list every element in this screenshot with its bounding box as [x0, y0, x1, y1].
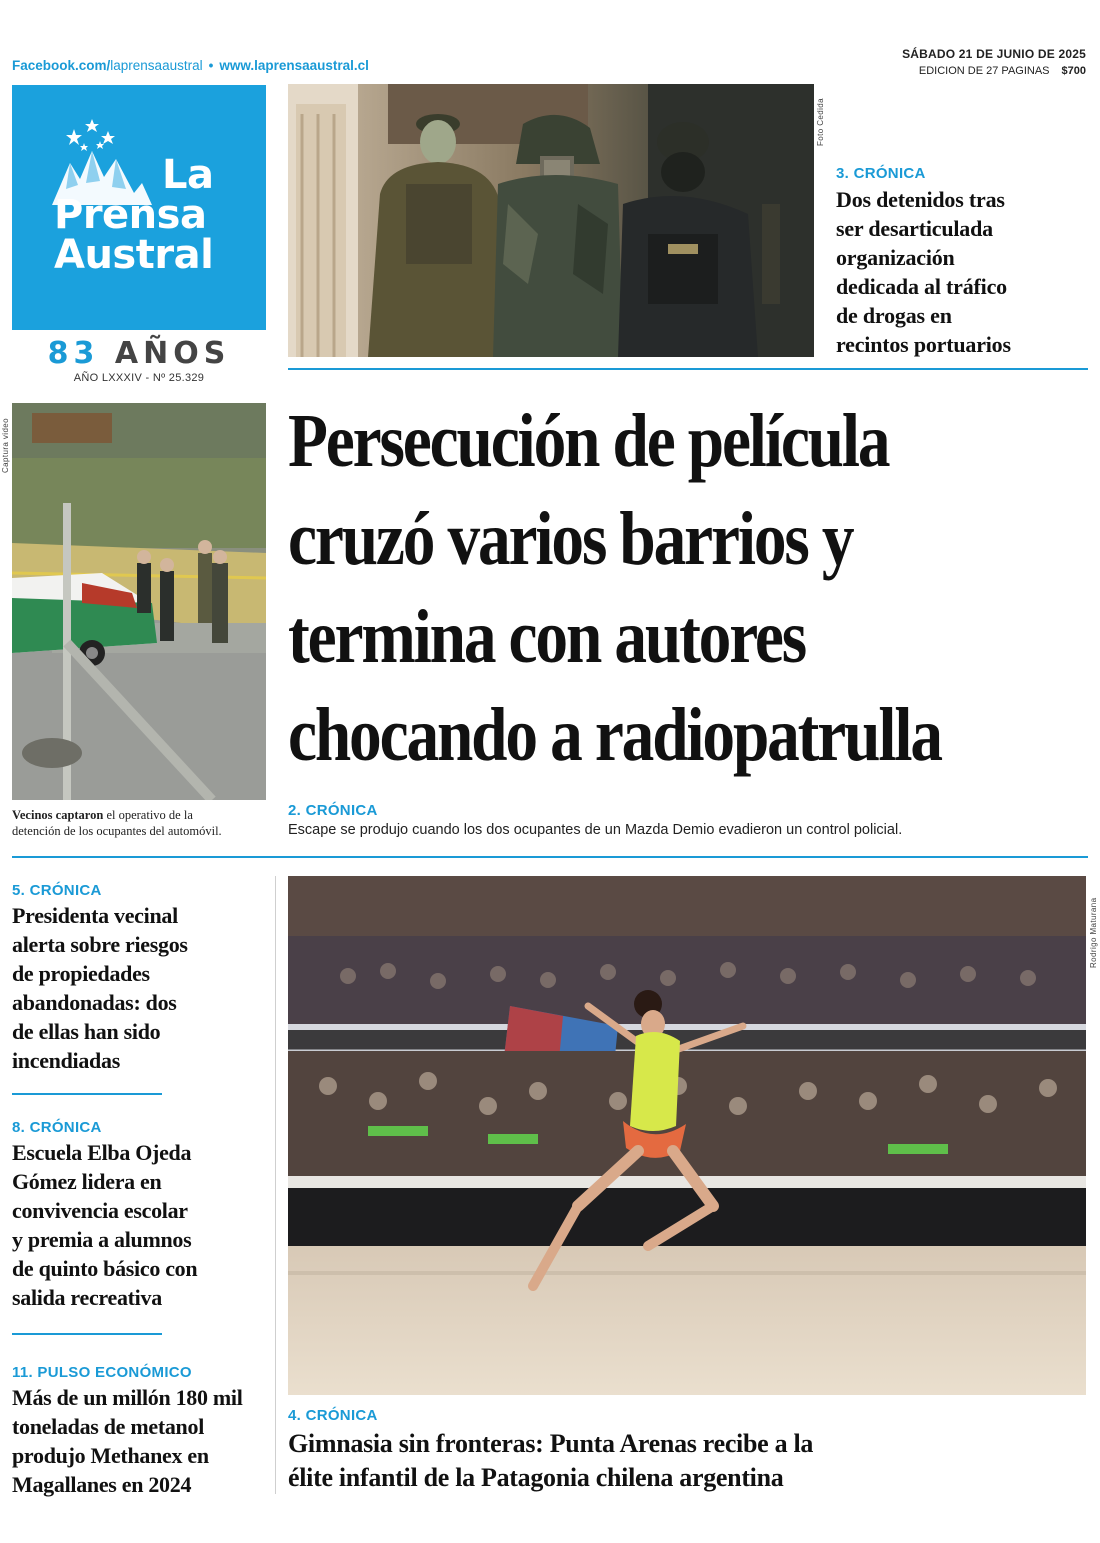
brief-headline: Escuela Elba Ojeda Gómez lidera en convivencia escolar y premia a alumnos de quinto básico con salida recreativa — [12, 1140, 198, 1310]
gymnastics-photo[interactable] — [288, 876, 1086, 1395]
brief-divider — [12, 1333, 162, 1335]
top-story[interactable] — [836, 165, 1086, 359]
anniversary-block — [12, 336, 266, 384]
brief-section-label: 11. PULSO ECONÓMICO — [12, 1364, 192, 1381]
date-block — [902, 47, 1086, 77]
photo-credit-top: Foto Cedida — [816, 98, 825, 146]
brief-section-label: 8. CRÓNICA — [12, 1119, 102, 1136]
photo-credit-video: Captura video — [1, 417, 10, 473]
lead-section-label: 2. CRÓNICA — [288, 802, 378, 819]
social-links — [12, 58, 369, 78]
brief-headline: Presidenta vecinal alerta sobre riesgos de propiedades abandonadas: dos de ellas han sido incendiadas — [12, 903, 188, 1073]
column-divider — [275, 876, 276, 1494]
anniversary-number: 83 — [47, 336, 100, 371]
divider — [12, 856, 1088, 858]
brief-item[interactable] — [12, 882, 262, 1075]
brief-item[interactable] — [12, 1364, 272, 1499]
street-video-photo[interactable] — [12, 403, 266, 800]
top-story-headline: Dos detenidos tras ser desarticulada organización dedicada al tráfico de drogas en recintos portuarios — [836, 187, 1011, 357]
divider — [288, 368, 1088, 370]
edition-info: EDICION DE 27 PAGINAS $700 — [918, 65, 1086, 77]
brief-section-label: 5. CRÓNICA — [12, 882, 102, 899]
brief-item[interactable] — [12, 1119, 262, 1312]
logo-wordmark: La Prensa Austral — [54, 152, 214, 278]
lead-summary: Escape se produjo cuando los dos ocupantes de un Mazda Demio evadieron un control policial. — [288, 822, 903, 838]
brief-headline: Más de un millón 180 mil toneladas de metanol produjo Methanex en Magallanes en 2024 — [12, 1385, 243, 1497]
price: $700 — [1061, 65, 1086, 77]
lead-headline: Persecución de película cruzó varios barrios y termina con autores chocando a radiopatrulla — [288, 399, 941, 777]
lead-photo-caption: Vecinos captaron el operativo de la detención de los ocupantes del automóvil. — [12, 808, 222, 838]
separator-dot: • — [208, 58, 214, 73]
masthead-logo[interactable] — [12, 85, 266, 330]
volume-number: AÑO LXXXIV - Nº 25.329 — [73, 372, 205, 384]
feature-headline: Gimnasia sin fronteras: Punta Arenas recibe a la élite infantil de la Patagonia chilena argentina — [288, 1429, 814, 1492]
facebook-link[interactable]: Facebook.com/laprensaaustral — [12, 58, 203, 73]
issue-date: SÁBADO 21 DE JUNIO DE 2025 — [902, 47, 1086, 61]
photo-credit-gym: Rodrigo Maturana — [1089, 897, 1098, 968]
brief-divider — [12, 1093, 162, 1095]
feature-story[interactable] — [288, 1407, 1088, 1495]
arrest-photo[interactable] — [288, 84, 814, 357]
anniversary-word: AÑOS — [114, 336, 231, 371]
lead-story[interactable] — [288, 392, 1088, 784]
feature-section-label: 4. CRÓNICA — [288, 1407, 378, 1424]
section-label: 3. CRÓNICA — [836, 165, 926, 182]
website-link[interactable]: www.laprensaaustral.cl — [219, 58, 369, 73]
